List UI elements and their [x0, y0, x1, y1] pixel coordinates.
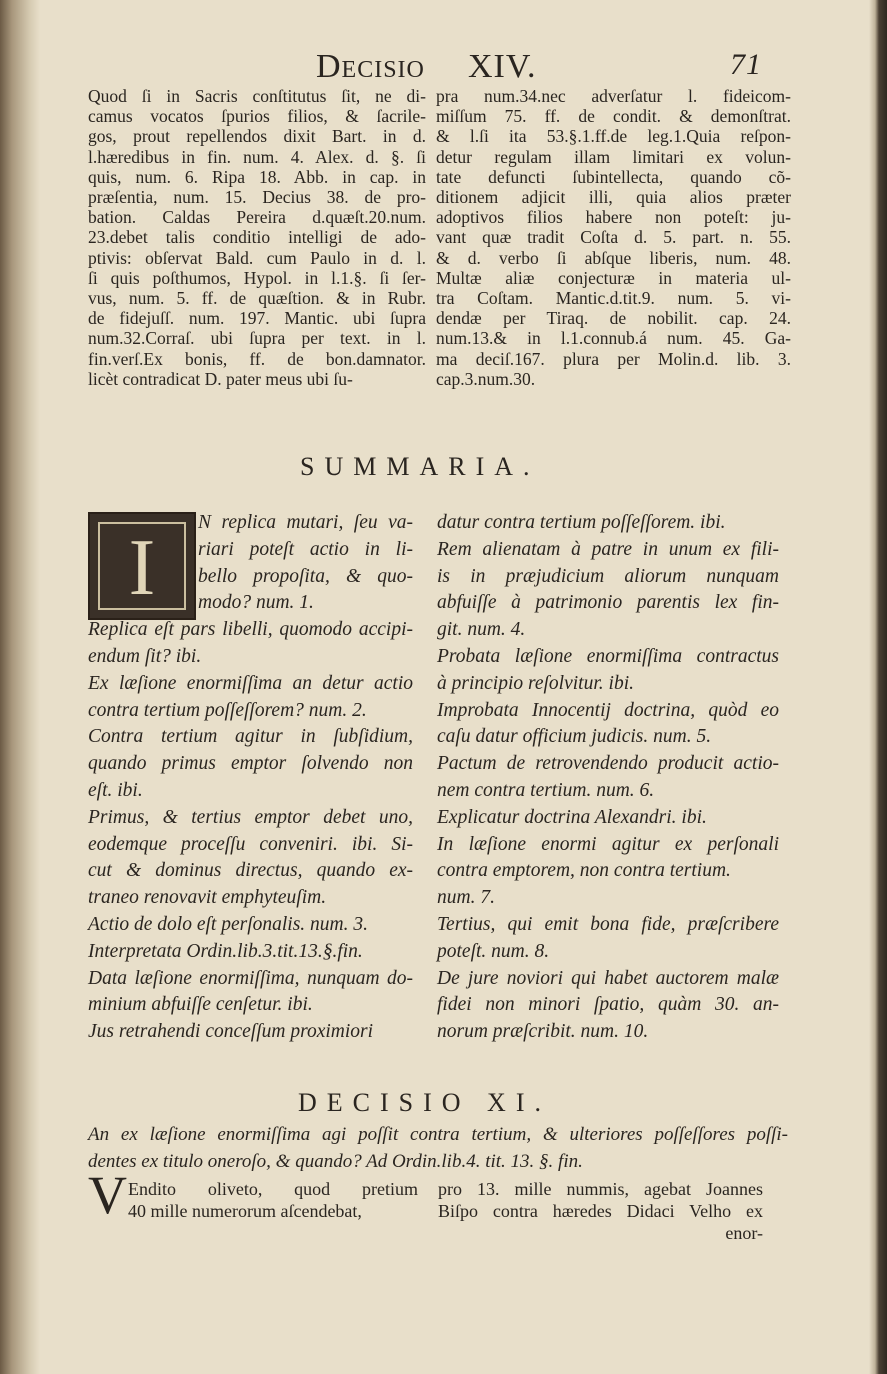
- text-line: Contra tertium agitur in ſubſidium,: [88, 726, 413, 748]
- decision-body-left: [128, 1178, 418, 1222]
- summaria-title: SUMMARIA.: [300, 452, 540, 481]
- text-line: Explicatur doctrina Alexandri. ibi.: [437, 806, 707, 828]
- text-line: tra Coſtam. Mantic.d.tit.9. num. 5. vi-: [436, 288, 791, 309]
- text-line: camus vocatos ſpurios filios, & ſacrile-: [88, 106, 426, 127]
- text-line: num.32.Corraſ. ubi ſupra per text. in l.: [88, 328, 426, 349]
- text-line: adoptivos filios habere non poteſt: ju-: [436, 207, 791, 228]
- text-line: licèt contradicat D. pater meus ubi ſu-: [88, 368, 353, 389]
- text-line: num. 7.: [437, 887, 495, 909]
- decision-title: DECISIO XI.: [298, 1088, 551, 1117]
- running-title-left: Decisio: [316, 48, 425, 85]
- text-line: eſt. ibi.: [88, 779, 143, 801]
- text-line: ditionem adjicit illi, quia alios præter: [436, 187, 791, 208]
- top-right-column: [436, 86, 791, 389]
- text-line: Jus retrahendi conceſſum proximiori: [88, 1021, 374, 1043]
- text-line: Data læſione enormiſſima, nunquam do-: [88, 967, 413, 989]
- text-line: traneo renovavit emphyteuſim.: [88, 887, 327, 909]
- text-line: detur regulam illam limitari ex volun-: [436, 146, 791, 167]
- text-line: gos, prout repellendos dixit Bart. in d.: [88, 126, 426, 147]
- text-line: ptivis: obſervat Bald. cum Paulo in d. l.: [88, 247, 426, 268]
- text-line: miſſum 75. ff. de condit. & demonſtrat.: [436, 106, 791, 127]
- text-line: poteſt. num. 8.: [437, 940, 550, 962]
- text-line: num.13.& in l.1.connub.á num. 45. Ga-: [436, 328, 791, 349]
- text-line: vus, num. 5. ff. de quæſtion. & in Rubr.: [88, 288, 426, 309]
- text-line: contra tertium poſſeſſorem? num. 2.: [88, 699, 367, 721]
- text-line: vant quæ tradit Coſta d. 5. part. n. 55.: [436, 227, 791, 248]
- text-line: tate defuncti ſubintellecta, quando cõ-: [436, 166, 791, 187]
- text-line: Quod ſi in Sacris conſtitutus ſit, ne di-: [88, 86, 426, 106]
- text-line: cut & dominus directus, quando ex-: [88, 860, 413, 882]
- text-line: fidei non minori ſpatio, quàm 30. an-: [437, 994, 779, 1016]
- text-line: fin.verſ.Ex bonis, ff. de bon.damnator.: [88, 348, 426, 369]
- page-number: 71: [730, 48, 762, 81]
- text-line: & l.ſi ita 53.§.1.ff.de leg.1.Quia reſpon-: [436, 126, 791, 147]
- page-edge: [869, 0, 887, 1374]
- book-gutter-shadow: [0, 0, 40, 1374]
- text-line: 40 mille numerorum aſcendebat,: [128, 1201, 362, 1221]
- text-line: à principio reſolvitur. ibi.: [437, 672, 634, 694]
- text-line: Primus, & tertius emptor debet uno,: [88, 806, 413, 828]
- text-line: cap.3.num.30.: [436, 368, 536, 389]
- text-line: Rem alienatam à patre in unum ex fili-: [437, 538, 779, 560]
- text-line: Biſpo contra hæredes Didaci Velho ex: [438, 1201, 763, 1221]
- text-line: nem contra tertium. num. 6.: [437, 779, 655, 801]
- text-line: An ex læſione enormiſſima agi poſſit contra tertium, & ulteriores poſſeſſores poſſi-: [88, 1124, 788, 1145]
- text-line: modo? num. 1.: [198, 592, 314, 614]
- text-line: dendæ per Tiraq. de nobilit. cap. 24.: [436, 308, 791, 329]
- text-line: & d. verbo ſi abſque liberis, num. 48.: [436, 247, 791, 268]
- running-title-right: XIV.: [468, 48, 537, 85]
- text-line: præſentia, num. 15. Decius 38. de pro-: [88, 187, 426, 208]
- text-line: riari poteſt actio in li-: [198, 538, 413, 560]
- text-line: Probata læſione enormiſſima contractus: [437, 645, 779, 667]
- decision-body-right: [438, 1178, 763, 1244]
- text-line: 23.debet talis conditio intelligi de ado-: [88, 227, 426, 248]
- text-line: Ex læſione enormiſſima an detur actio: [88, 672, 413, 694]
- text-line: Endito oliveto, quod pretium: [128, 1179, 418, 1199]
- text-line: Replica eſt pars libelli, quomodo accipi-: [88, 619, 413, 641]
- text-line: In læſione enormi agitur ex perſonali: [437, 833, 779, 855]
- text-line: Tertius, qui emit bona fide, præſcribere: [437, 913, 779, 935]
- decision-subtitle: [88, 1122, 788, 1176]
- text-line: Multæ aliæ conjecturæ in materia ul-: [436, 267, 791, 288]
- text-line: ſi quis poſthumos, Hypol. in l.1.§. ſi ſer-: [88, 267, 426, 288]
- text-line: abfuiſſe à patrimonio parentis lex fin-: [437, 592, 779, 614]
- decorated-initial: I: [88, 512, 196, 620]
- text-line: quis, num. 6. Ripa 18. Abb. in cap. in: [88, 166, 426, 187]
- text-line: Pactum de retrovendendo producit actio-: [437, 753, 779, 775]
- text-line: pro 13. mille nummis, agebat Joannes: [438, 1179, 763, 1199]
- text-line: caſu datur officium judicis. num. 5.: [437, 726, 712, 748]
- text-line: git. num. 4.: [437, 619, 526, 641]
- text-line: enor-: [725, 1223, 763, 1243]
- text-line: datur contra tertium poſſeſſorem. ibi.: [437, 512, 726, 533]
- text-line: is in præjudicium aliorum nunquam: [437, 565, 779, 587]
- text-line: contra emptorem, non contra tertium.: [437, 860, 731, 882]
- text-line: de fidejuſſ. num. 197. Mantic. ubi ſupra: [88, 308, 426, 329]
- summaria-right-column: [437, 510, 779, 1046]
- text-line: Improbata Innocentij doctrina, quòd eo: [437, 699, 779, 721]
- text-line: Interpretata Ordin.lib.3.tit.13.§.fin.: [88, 940, 363, 962]
- text-line: endum ſit? ibi.: [88, 645, 202, 667]
- top-left-column: [88, 86, 426, 389]
- text-line: quando primus emptor ſolvendo non: [88, 753, 413, 775]
- text-line: N replica mutari, ſeu va-: [198, 512, 413, 533]
- text-line: dentes ex titulo oneroſo, & quando? Ad Ordin.lib.4. tit. 13. §. fin.: [88, 1150, 583, 1172]
- text-line: pra num.34.nec adverſatur l. fideicom-: [436, 86, 791, 106]
- text-line: minium abfuiſſe cenſetur. ibi.: [88, 994, 313, 1016]
- text-line: l.hæredibus in fin. num. 4. Alex. d. §. ſi: [88, 146, 426, 167]
- text-line: Actio de dolo eſt perſonalis. num. 3.: [88, 913, 369, 935]
- text-line: norum præſcribit. num. 10.: [437, 1021, 649, 1043]
- summaria-left-column: [88, 510, 413, 1046]
- text-line: bello propoſita, & quo-: [198, 565, 413, 587]
- text-line: bation. Caldas Pereira d.quæſt.20.num.: [88, 207, 426, 228]
- text-line: eodemque proceſſu conveniri. ibi. Si-: [88, 833, 413, 855]
- text-line: De jure noviori qui habet auctorem malæ: [437, 967, 779, 989]
- text-line: ma deciſ.167. plura per Molin.d. lib. 3.: [436, 348, 791, 369]
- body-initial: V: [88, 1165, 127, 1225]
